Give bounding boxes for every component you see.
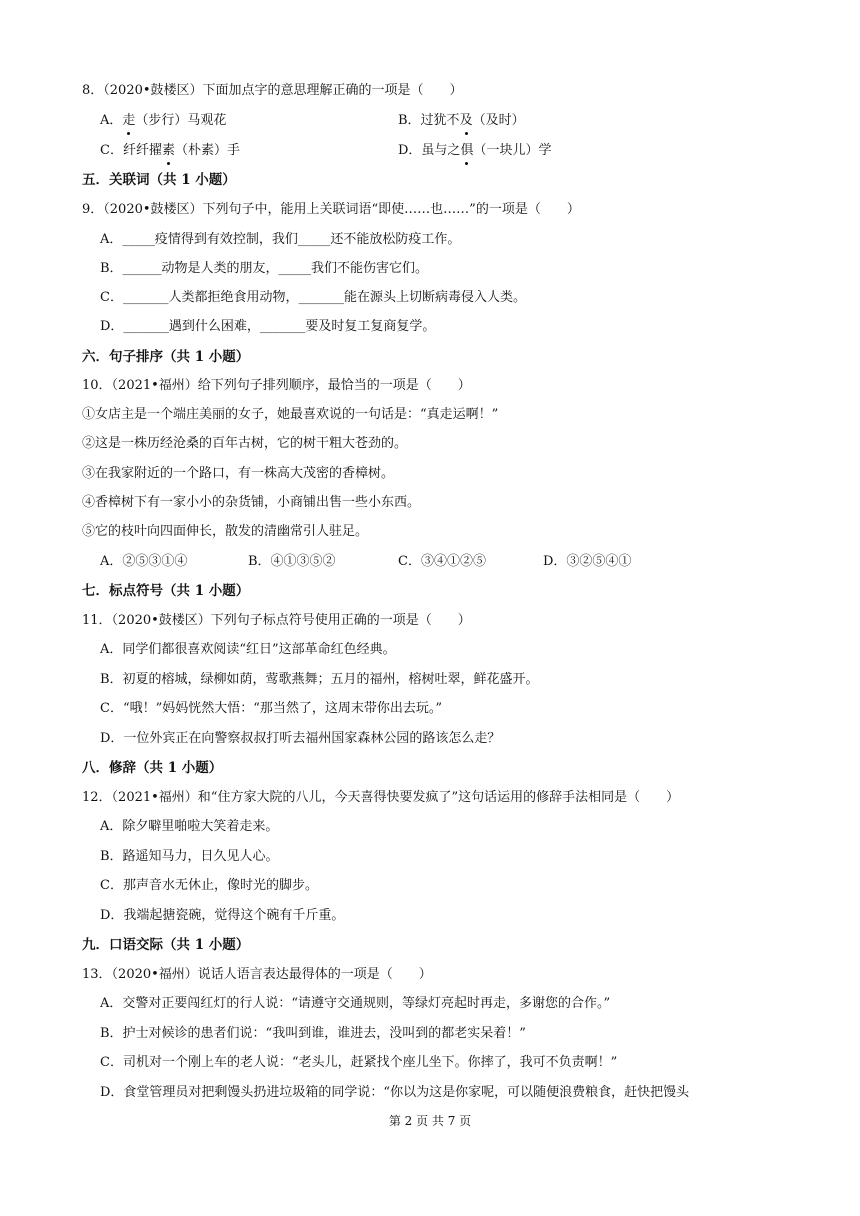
option-13c: C．司机对一个刚上车的老人说：“老头儿，赶紧找个座儿坐下。你摔了，我可不负责啊！” (100, 1055, 618, 1070)
section-heading-8: 八．修辞（共 1 小题） (82, 760, 223, 776)
option-13a: A．交警对正要闯红灯的行人说：“请遵守交通规则，等绿灯亮起时再走，多谢您的合作。” (100, 996, 611, 1011)
option-13b: B．护士对候诊的患者们说：“我叫到谁，谁进去，没叫到的都老实呆着！” (100, 1026, 526, 1041)
option-11a: A．同学们都很喜欢阅读“红日”这部革命红色经典。 (100, 642, 396, 657)
question-8-stem: 8．（2020•鼓楼区）下面加点字的意思理解正确的一项是（ ） (82, 83, 463, 98)
option-12b: B．路遥知马力，日久见人心。 (100, 849, 279, 864)
sentence-5: ⑤它的枝叶向四面伸长，散发的清幽常引人驻足。 (82, 524, 369, 539)
option-10b: B．④①③⑤② (248, 554, 336, 569)
question-8-options-row-2 (100, 140, 800, 162)
option-12d: D．我端起搪瓷碗，觉得这个碗有千斤重。 (100, 908, 345, 923)
question-8-options-row-1 (100, 110, 800, 132)
section-heading-6: 六．句子排序（共 1 小题） (82, 349, 250, 365)
option-9a: A．_____疫情得到有效控制，我们_____还不能放松防疫工作。 (100, 232, 461, 247)
option-8c: C．纤纤擢素（朴素）手 (100, 143, 240, 158)
sentence-1: ①女店主是一个端庄美丽的女子，她最喜欢说的一句话是：“真走运啊！” (82, 407, 499, 422)
question-11-stem: 11．（2020•鼓楼区）下列句子标点符号使用正确的一项是（ ） (82, 613, 471, 628)
option-8d: D．虽与之俱（一块儿）学 (398, 140, 551, 162)
option-13d: D．食堂管理员对把剩馒头扔进垃圾箱的同学说：“你以为这是你家呢，可以随便浪费粮食，赶快把馒头 (100, 1085, 690, 1100)
option-8b: B．过犹不及（及时） (398, 110, 525, 132)
sentence-4: ④香樟树下有一家小小的杂货铺，小商铺出售一些小东西。 (82, 495, 421, 510)
option-11b: B．初夏的榕城，绿柳如荫，莺歌燕舞；五月的福州，榕树吐翠，鲜花盛开。 (100, 672, 539, 687)
option-10a: A．②⑤③①④ (100, 554, 188, 569)
section-heading-9: 九．口语交际（共 1 小题） (82, 937, 250, 953)
option-11d: D．一位外宾正在向警察叔叔打听去福州国家森林公园的路该怎么走？ (100, 731, 501, 746)
question-13-stem: 13．（2020•福州）说话人语言表达最得体的一项是（ ） (82, 967, 432, 982)
option-12a: A．除夕噼里啪啦大笑着走来。 (100, 819, 279, 834)
page-number-footer: 第 2 页 共 7 页 (388, 1114, 472, 1128)
option-9c: C．_______人类都拒绝食用动物，_______能在源头上切断病毒侵入人类。 (100, 290, 526, 305)
sentence-3: ③在我家附近的一个路口，有一株高大茂密的香樟树。 (82, 466, 395, 481)
question-10-stem: 10．（2021•福州）给下列句子排列顺序，最恰当的一项是（ ） (82, 378, 471, 393)
option-9b: B．______动物是人类的朋友，_____我们不能伤害它们。 (100, 261, 429, 276)
question-12-stem: 12．（2021•福州）和“住方家大院的八儿，今天喜得快要发疯了”这句话运用的修辞手法相同是（ ） (82, 790, 680, 805)
question-9-stem: 9．（2020•鼓楼区）下列句子中，能用上关联词语“即使……也……”的一项是（ ） (82, 202, 580, 217)
sentence-2: ②这是一株历经沧桑的百年古树，它的树干粗大苍劲的。 (82, 436, 408, 451)
option-12c: C．那声音水无休止，像时光的脚步。 (100, 878, 318, 893)
section-heading-7: 七．标点符号（共 1 小题） (82, 583, 250, 599)
option-11c: C．“哦！”妈妈恍然大悟：“那当然了，这周末带你出去玩。” (100, 701, 443, 716)
option-10d: D．③②⑤④① (543, 554, 632, 569)
section-heading-5: 五．关联词（共 1 小题） (82, 172, 236, 188)
option-8a: A．走（步行）马观花 (100, 113, 226, 128)
option-9d: D．_______遇到什么困难，_______要及时复工复商复学。 (100, 319, 436, 334)
option-10c: C．③④①②⑤ (398, 554, 486, 569)
question-10-options (100, 551, 780, 573)
